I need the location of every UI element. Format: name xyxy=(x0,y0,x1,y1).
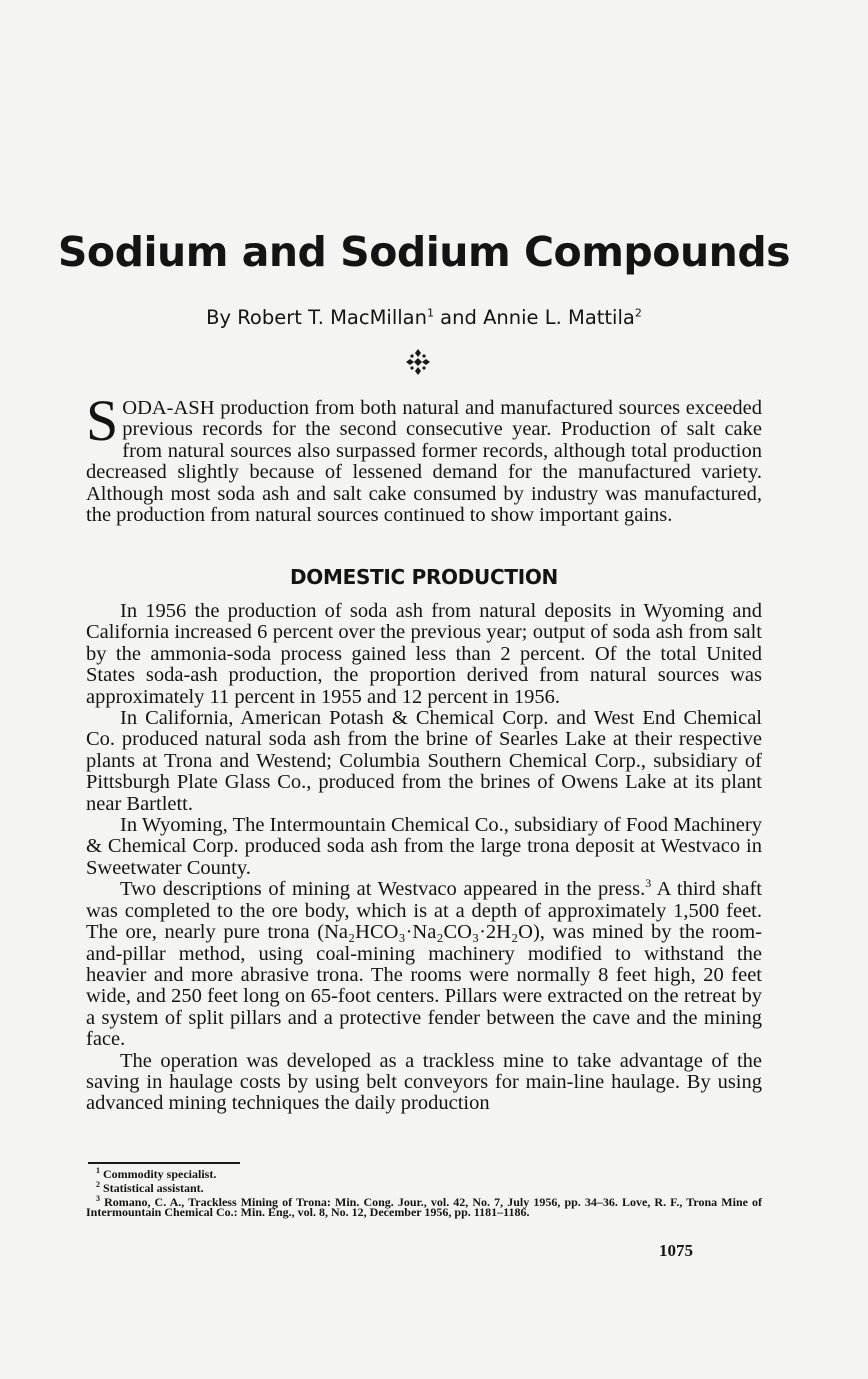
mining-text-2: ), was mined by the room-and-pillar method, using coal-mining machinery modified to withstand the heavier and more abrasive trona. The rooms were normally 8 feet high, 20 feet wide, and 250 feet long on 65-foot centers. Pillars were extracted on the retreat by a system of split pillars and a protective fender between the cave and the mining face. xyxy=(86,921,762,1051)
footnote-2-mark: 2 xyxy=(96,1179,100,1189)
footnote-2-text: Statistical assistant. xyxy=(103,1180,204,1195)
footnote-3-mark: 3 xyxy=(96,1193,100,1203)
byline-prefix: By xyxy=(206,306,232,329)
page-title: Sodium and Sodium Compounds xyxy=(57,228,791,276)
mining-lead: Two descriptions of mining at Westvaco appeared in the press. xyxy=(120,878,646,901)
paragraph-operation: The operation was developed as a trackless mine to take advantage of the saving in haulage costs by using belt conveyors for main-line haulage. By using advanced mining techniques the daily production xyxy=(86,1049,762,1115)
footnotes xyxy=(86,1166,762,1218)
main-text xyxy=(86,601,762,1115)
paragraph-wyoming: In Wyoming, The Intermountain Chemical Co., subsidiary of Food Machinery & Chemical Corp. produced soda ash from the large trona deposit at Westvaco in Sweetwater County. xyxy=(86,814,762,879)
footnote-3 xyxy=(86,1194,762,1219)
decorative-ornament-icon xyxy=(403,348,433,376)
intro-paragraph xyxy=(86,388,762,527)
author-1-footnote-mark: 1 xyxy=(426,306,434,320)
paragraph-california: In California, American Potash & Chemical Corp. and West End Chemical Co. produced natural soda ash from the brine of Searles Lake at their respective plants at Trona and Westend; Columbia Southern Chemical Corp., subsidiary of Pittsburgh Plate Glass Co., produced from the brines of Owens Lake at its plant near Bartlett. xyxy=(86,707,762,815)
footnote-2 xyxy=(86,1180,762,1194)
formula-sodium-carbonate: Na₂CO₃·2H₂O xyxy=(412,921,533,944)
byline xyxy=(0,306,848,329)
footnote-1-mark: 1 xyxy=(96,1166,100,1175)
paragraph-mining xyxy=(86,876,762,1051)
author-2-footnote-mark: 2 xyxy=(634,306,642,320)
intro-text: ODA-ASH production from both natural and manufactured sources exceeded previous records for the second consecutive year. Production of salt cake from natural sources also surpassed former records, although total production decreased slightly because of lessened demand for the manufactured variety. Although most soda ash and salt cake consumed by industry was manufactured, the production from natural sources continued to show important gains. xyxy=(86,397,762,527)
mining-text-1: A third shaft was completed to the ore body, which is at a depth of approximately 1,500 feet. The ore, nearly pure trona ( xyxy=(86,878,762,944)
paragraph-production: In 1956 the production of soda ash from natural deposits in Wyoming and California increased 6 percent over the previous year; output of soda ash from salt by the ammonia-soda process gained less than 2 percent. Of the total United States soda-ash production, the proportion derived from natural sources was approximately 11 percent in 1955 and 12 percent in 1956. xyxy=(86,600,762,708)
footnote-3-continuation: Love, R. F., Trona Mine of Intermountain Chemical Co.: Min. Eng., vol. 8, No. 12, December 1956, pp. 1181–1186. xyxy=(86,1194,763,1220)
formula-sodium-bicarbonate: Na₂HCO₃· xyxy=(324,921,413,944)
author-2: Annie L. Mattila xyxy=(483,306,635,329)
footnote-3-text: Romano, C. A., Trackless Mining of Trona: Min. Cong. Jour., vol. 42, No. 7, July 1956, pp. 34–36. xyxy=(104,1194,618,1209)
footnote-mark-3: 3 xyxy=(645,876,652,891)
footnote-divider xyxy=(88,1162,240,1164)
byline-conjunction: and xyxy=(440,306,477,329)
author-1: Robert T. MacMillan xyxy=(237,306,427,329)
footnote-1-text: Commodity specialist. xyxy=(103,1167,217,1181)
page-number: 1075 xyxy=(659,1241,693,1260)
section-heading: DOMESTIC PRODUCTION xyxy=(289,565,558,589)
drop-cap: S xyxy=(86,388,119,453)
footnote-1 xyxy=(86,1166,762,1180)
